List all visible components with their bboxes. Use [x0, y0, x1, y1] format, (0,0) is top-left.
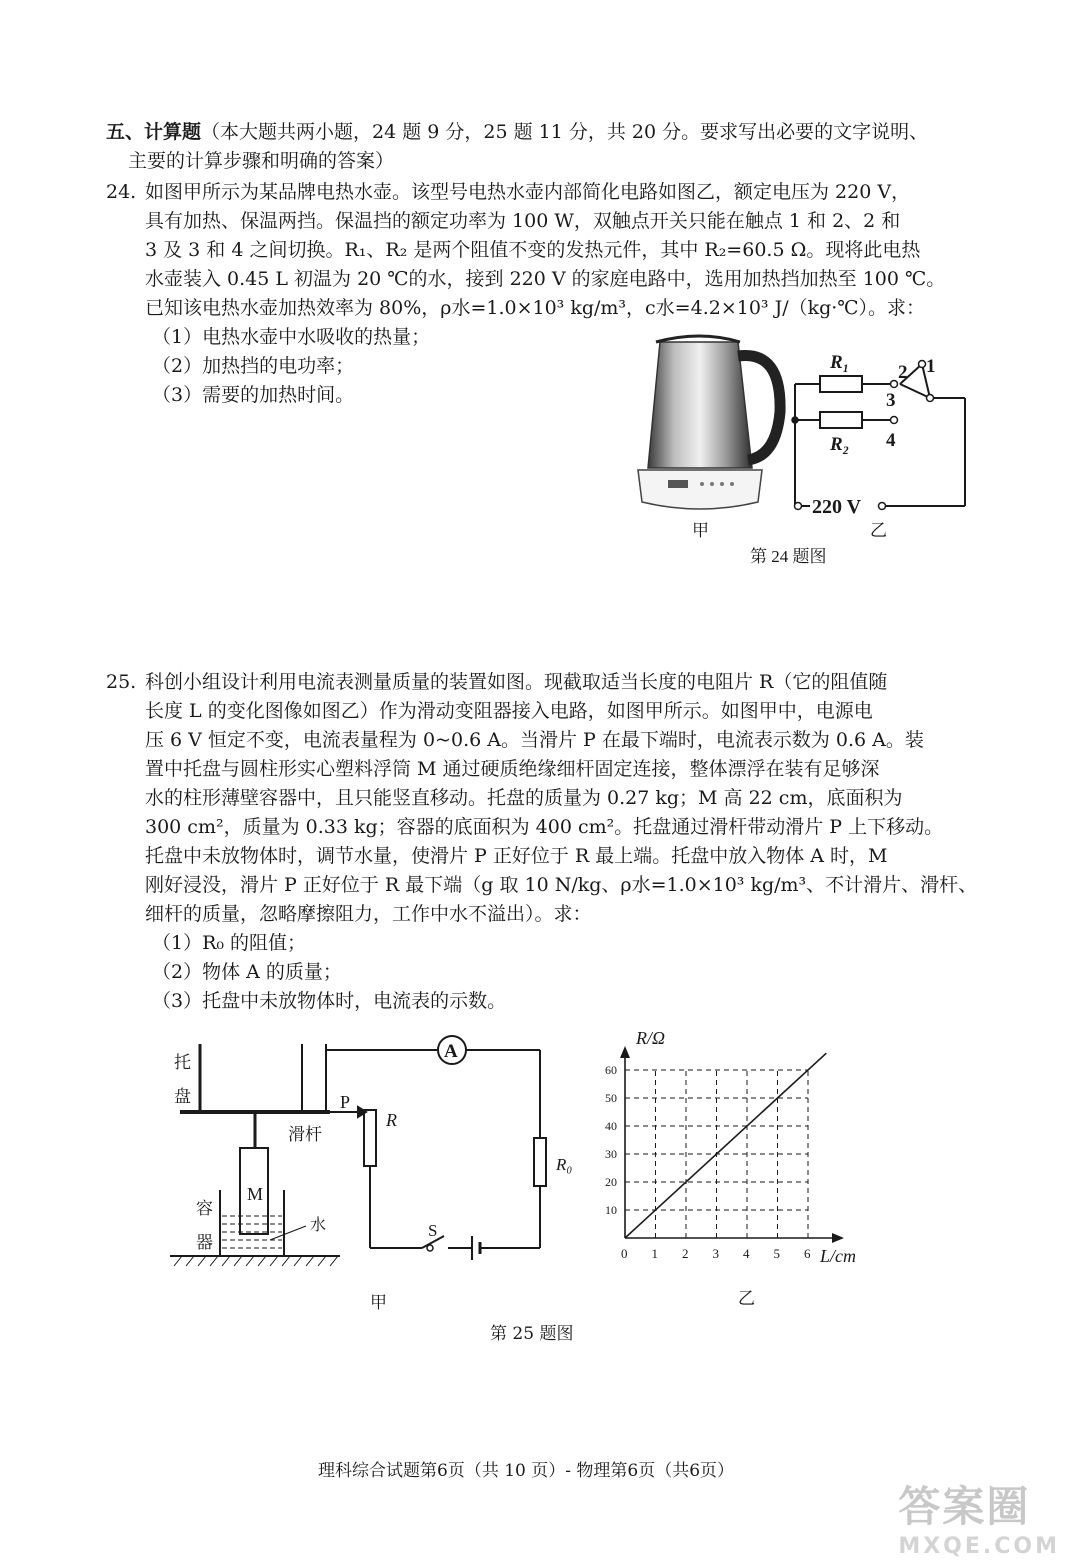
ammeter-label: A	[444, 1041, 458, 1062]
q25-figure-jia	[160, 1030, 580, 1320]
r2-label: R₂	[830, 434, 850, 455]
q25-line: 压 6 V 恒定不变，电流表量程为 0~0.6 A。当滑片 P 在最下端时，电流表示数为 0.6 A。装	[145, 729, 924, 751]
contact-1: 1	[926, 356, 936, 377]
q25-line: 300 cm²，质量为 0.33 kg；容器的底面积为 400 cm²。托盘通过滑杆带动滑片 P 上下移动。	[145, 816, 944, 838]
y-tick-label: 20	[605, 1175, 617, 1189]
q25-line: 水的柱形薄壁容器中，且只能竖直移动。托盘的质量为 0.27 kg；M 高 22 cm，底面积为	[145, 787, 903, 809]
fig25-caption: 第 25 题图	[490, 1324, 574, 1344]
q25-number: 25.	[106, 671, 137, 693]
q25-line: 长度 L 的变化图像如图乙）作为滑动变阻器接入电路，如图甲所示。如图甲中，电源电	[145, 700, 873, 722]
q24-line: 具有加热、保温两挡。保温挡的额定功率为 100 W，双触点开关只能在触点 1 和 2、2 和	[145, 210, 901, 232]
x-tick-label: 0	[621, 1246, 628, 1261]
y-tick-label: 50	[605, 1091, 617, 1105]
q25-sub-1: （1）R₀ 的阻值；	[152, 932, 307, 954]
container-label-2: 器	[196, 1233, 213, 1252]
kettle-circuit	[795, 364, 965, 506]
q24-sub-2: （2）加热挡的电功率；	[152, 355, 355, 377]
x-tick-label: 6	[804, 1246, 811, 1261]
container-label-1: 容	[196, 1199, 213, 1218]
kettle-image	[638, 336, 780, 509]
float-m-label: M	[247, 1184, 264, 1204]
q24-line: 水壶装入 0.45 L 初温为 20 ℃的水，接到 220 V 的家庭电路中，选用加热挡加热至 100 ℃。	[145, 268, 946, 290]
watermark-main: 答案圈	[898, 1482, 1031, 1531]
q25-line: 刚好浸没，滑片 P 正好位于 R 最下端（g 取 10 N/kg、ρ水=1.0×10³ kg/m³、不计滑片、滑杆、	[145, 874, 978, 896]
r1-label: R₁	[830, 352, 850, 373]
contact-4: 4	[886, 430, 896, 451]
x-tick-label: 5	[773, 1246, 780, 1261]
q24-sub-3: （3）需要的加热时间。	[152, 384, 355, 406]
x-tick-label: 1	[651, 1246, 658, 1261]
section-title: 五、计算题	[106, 121, 202, 143]
q24-number: 24.	[106, 181, 137, 203]
switch-s-label: S	[428, 1221, 438, 1240]
page-footer: 理科综合试题第6页（共 10 页）- 物理第6页（共6页）	[318, 1461, 735, 1481]
x-tick-label: 2	[682, 1246, 689, 1261]
q24-figure	[620, 320, 980, 580]
tray-label-2: 盘	[174, 1087, 191, 1106]
fig-label-jia: 甲	[370, 1293, 387, 1312]
q24-sub-1: （1）电热水壶中水吸收的热量；	[152, 326, 431, 348]
section-header	[106, 118, 928, 146]
q25-sub-3: （3）托盘中未放物体时，电流表的示数。	[152, 990, 507, 1012]
q24-line: 3 及 3 和 4 之间切换。R₁、R₂ 是两个阻值不变的发热元件，其中 R₂=60.5 Ω。现将此电热	[145, 239, 921, 261]
q24-line: 已知该电热水壶加热效率为 80%，ρ水=1.0×10³ kg/m³，c水=4.2×10³ J/（kg·℃）。求：	[145, 297, 926, 319]
contact-2: 2	[898, 362, 908, 383]
y-tick-label: 60	[605, 1063, 617, 1077]
watermark-sub: MXQE.COM	[898, 1534, 1060, 1559]
section-note-2: 主要的计算步骤和明确的答案）	[128, 150, 395, 172]
q24-line: 如图甲所示为某品牌电热水壶。该型号电热水壶内部简化电路如图乙，额定电压为 220 V，	[145, 181, 911, 203]
y-axis-arrow-icon	[620, 1046, 630, 1058]
water-label: 水	[310, 1217, 327, 1234]
resistor-r0-label: R₀	[556, 1155, 573, 1174]
y-tick-label: 40	[605, 1119, 617, 1133]
fig-label-yi: 乙	[738, 1289, 755, 1308]
q25-line: 置中托盘与圆柱形实心塑料浮筒 M 通过硬质绝缘细杆固定连接，整体漂浮在装有足够深	[145, 758, 880, 780]
section-note: （本大题共两小题，24 题 9 分，25 题 11 分，共 20 分。要求写出必要的文字说明、	[201, 121, 929, 143]
x-tick-label: 3	[712, 1246, 719, 1261]
contact-3: 3	[886, 390, 896, 411]
x-tick-label: 4	[743, 1246, 750, 1261]
fig24-caption: 第 24 题图	[750, 547, 827, 566]
q25-chart	[600, 1014, 880, 1314]
y-tick-label: 10	[605, 1203, 617, 1217]
fig-label-jia: 甲	[692, 521, 709, 540]
tray-label-1: 托	[174, 1053, 191, 1072]
q25-line: 细杆的质量，忽略摩擦阻力，工作中水不溢出）。求：	[145, 903, 592, 925]
slider-p-label: P	[340, 1092, 351, 1112]
q25-sub-2: （2）物体 A 的质量；	[152, 961, 342, 983]
y-tick-label: 30	[605, 1147, 617, 1161]
resistor-r-label: R	[386, 1110, 397, 1130]
watermark-logo	[898, 1474, 1060, 1559]
y-axis-label: R/Ω	[636, 1028, 666, 1048]
x-axis-arrow-icon	[832, 1233, 844, 1243]
q25-line: 托盘中未放物体时，调节水量，使滑片 P 正好位于 R 最上端。托盘中放入物体 A 时，M	[145, 845, 888, 867]
q25-line: 科创小组设计利用电流表测量质量的装置如图。现截取适当长度的电阻片 R（它的阻值随	[145, 671, 888, 693]
fig-label-yi: 乙	[870, 521, 887, 540]
voltage-label: 220 V	[812, 496, 862, 518]
x-axis-label: L/cm	[820, 1246, 856, 1266]
slide-rod-label: 滑杆	[288, 1125, 322, 1144]
